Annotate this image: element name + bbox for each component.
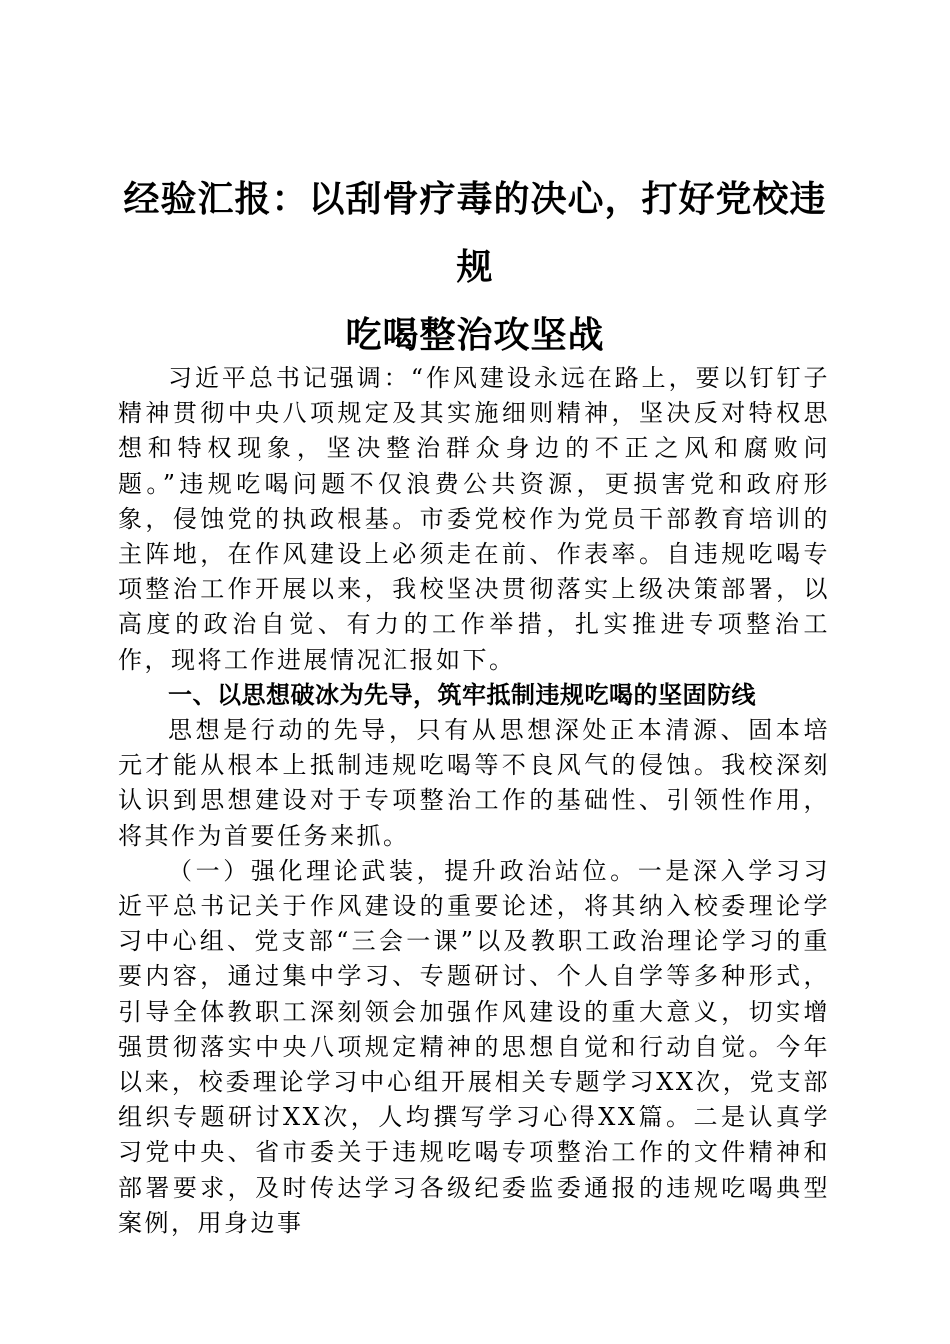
title-line-1: 经验汇报：以刮骨疗毒的决心，打好党校违规 xyxy=(123,178,827,288)
section-heading-1: 一、以思想破冰为先导，筑牢抵制违规吃喝的坚固防线 xyxy=(168,680,756,709)
intro-paragraph: 习近平总书记强调：“作风建设永远在路上，要以钉钉子精神贯彻中央八项规定及其实施细则精神，坚决反对特权思想和特权现象，坚决整治群众身边的不正之风和腐败问题。”违规吃喝问题不仅浪费公共资源，更损害党和政府形象，侵蚀党的执政根基。市委党校作为党员干部教育培训的主阵地，在作风建设上必须走在前、作表率。自违规吃喝专项整治工作开展以来，我校坚决贯彻落实上级决策部署，以高度的政治自觉、有力的工作举措，扎实推进专项整治工作，现将工作进展情况汇报如下。 xyxy=(118,364,830,674)
section-1-paragraph: 思想是行动的先导，只有从思想深处正本清源、固本培元才能从根本上抵制违规吃喝等不良风气的侵蚀。我校深刻认识到思想建设对于专项整治工作的基础性、引领性作用，将其作为首要任务来抓。 xyxy=(118,716,830,850)
document-title xyxy=(110,165,840,369)
document-body xyxy=(118,361,830,1241)
title-line-2: 吃喝整治攻坚战 xyxy=(345,314,605,356)
subsection-1-paragraph: （一）强化理论武装，提升政治站位。一是深入学习习近平总书记关于作风建设的重要论述，将其纳入校委理论学习中心组、党支部“三会一课”以及教职工政治理论学习的重要内容，通过集中学习、专题研讨、个人自学等多种形式，引导全体教职工深刻领会加强作风建设的重大意义，切实增强贯彻落实中央八项规定精神的思想自觉和行动自觉。今年以来，校委理论学习中心组开展相关专题学习XX次，党支部组织专题研讨XX次，人均撰写学习心得XX篇。二是认真学习党中央、省市委关于违规吃喝专项整治工作的文件精神和部署要求，及时传达学习各级纪委监委通报的违规吃喝典型案例，用身边事 xyxy=(118,856,830,1237)
